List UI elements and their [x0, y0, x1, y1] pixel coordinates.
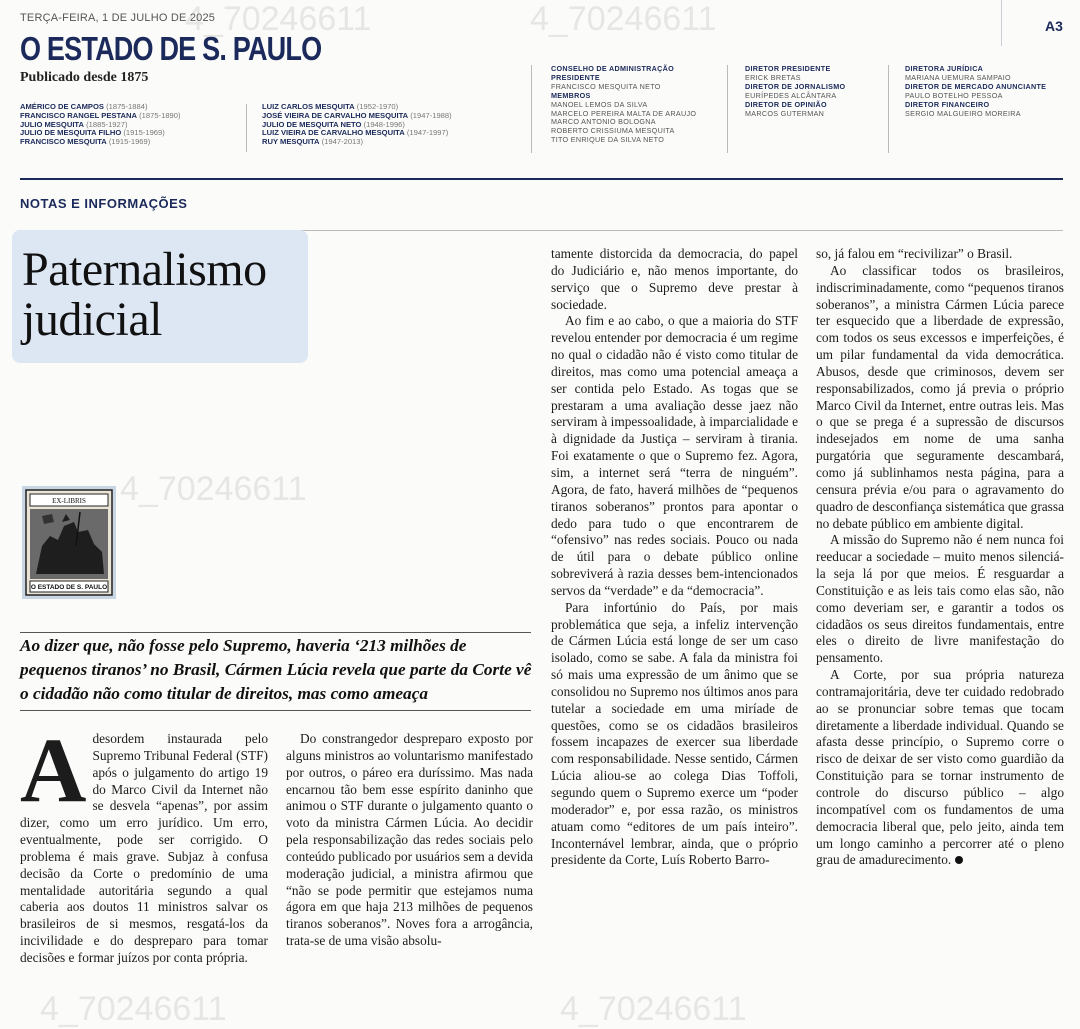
board-column-3 — [905, 65, 1070, 118]
divider — [246, 104, 247, 152]
paragraph — [816, 667, 1064, 869]
divider — [727, 65, 728, 153]
board-member-name: ERICK BRETAS — [745, 72, 801, 82]
ex-libris-illustration — [22, 486, 116, 599]
board-column-1 — [551, 65, 721, 145]
board-member-name: FRANCISCO MESQUITA NETO — [551, 81, 661, 91]
board-role-heading: DIRETOR DE MERCADO ANUNCIANTE — [905, 81, 1047, 91]
board-role-heading: CONSELHO DE ADMINISTRAÇÃO — [551, 64, 675, 73]
article-subhead: Ao dizer que, não fosse pelo Supremo, haveria ‘213 milhões de pequenos tiranos’ no Brasil, Cármen Lúcia revela que parte da Corte vê o cidadão não como titular de direitos, mas como ameaça — [20, 636, 532, 703]
headline-line: Paternalismo — [22, 243, 267, 296]
board-role-heading: DIRETOR PRESIDENTE — [745, 64, 831, 73]
watermark: 4_70246611 — [185, 0, 372, 38]
watermark: 4_70246611 — [560, 990, 747, 1028]
board-column-2 — [745, 65, 885, 118]
founder-item: JULIO DE MESQUITA NETO (1948-1996) — [262, 119, 405, 129]
drop-cap: A — [20, 719, 87, 821]
board-role-heading: MEMBROS — [551, 90, 591, 100]
board-member-name: MARCELO PEREIRA MALTA DE ARAUJO — [551, 108, 697, 118]
board-member-name: MARCO ANTONIO BOLOGNA — [551, 117, 656, 127]
founder-item: JOSÉ VIEIRA DE CARVALHO MESQUITA (1947-1988) — [262, 110, 452, 120]
ex-libris-top-text: EX-LIBRIS — [52, 497, 86, 505]
founder-item: LUIZ VIEIRA DE CARVALHO MESQUITA (1947-1997) — [262, 128, 449, 138]
paragraph: Ao fim e ao cabo, o que a maioria do STF revelou entender por democracia é um regime no qual o cidadão não é visto como titular de direitos, mas como uma potencial ameaça a ser contida pelo Estado. As togas que se prestaram a uma avaliação desse jaez não serviram à impessoalidade, à imparcialidade e à dignidade da Justiça – serviram à tirania. Foi exatamente o que o Supremo fez. Agora, sim, a internet será “terra de ninguém”. Agora, de fato, haverá milhões de “pequenos tiranos soberanos” prontos para apontar o dedo para tudo o que encontrarem de “ofensivo” nas redes sociais. Pouco ou nada de útil para o debate público online sobreviverá à razia desses bem-intencionados servos da “verdade” e da “democracia”. — [551, 313, 798, 598]
board-role-heading: DIRETOR FINANCEIRO — [905, 99, 990, 109]
page-number: A3 — [1045, 18, 1063, 34]
board-role-heading: DIRETOR DE JORNALISMO — [745, 81, 846, 91]
paragraph: so, já falou em “recivilizar” o Brasil. — [816, 246, 1013, 261]
paragraph: tamente distorcida da democracia, do papel do Judiciário e, não menos importante, do serviço que o Supremo deve prestar à sociedade. — [551, 246, 798, 312]
board-role-heading: PRESIDENTE — [551, 72, 600, 82]
board-role-heading: DIRETOR DE OPINIÃO — [745, 99, 827, 109]
page-number-box — [1001, 0, 1080, 46]
paragraph: desordem instaurada pelo Supremo Tribunal Federal (STF) após o julgamento do artigo 19 do Marco Civil da Internet não se desvela “apenas”, por assim dizer, como um erro jurídico. Um erro, eventualmente, pode ser corrigido. O problema é mais grave. Subjaz à confusa decisão da Corte o predomínio de uma mentalidade autoritária segundo a qual caberia aos doutos 11 ministros salvar os brasileiros de si mesmos, resgatá-los da incivilidade e do despreparo para tomar decisões e formar juízos por conta própria. — [20, 731, 268, 965]
article-column-3 — [551, 246, 798, 869]
paragraph: Para infortúnio do País, por mais problemática que seja, a infeliz intervenção de Cármen Lúcia está longe de ser um caso isolado, como se sabe. A fala da ministra foi só mais uma expressão de um ânimo que se consolidou no Supremo nos últimos anos para tutelar a sociedade em uma miríade de questões, como se os cidadãos brasileiros fossem incapazes de exercer sua liberdade com responsabilidade. Nesse sentido, Cármen Lúcia aliou-se ao colega Dias Toffoli, segundo quem o Supremo exerce um “poder moderador” e, por essa razão, os ministros atuam como “editores de um país inteiro”. Inconternável lembrar, ainda, que o próprio presidente da Corte, Luís Roberto Barro- — [551, 599, 798, 868]
paragraph: Do constrangedor despreparo exposto por alguns ministros ao voluntarismo manifestado por outros, o páreo era duríssimo. Mas nada encarnou tão bem esse espírito daninho que animou o STF durante o julgamento quanto o voto da ministra Cármen Lúcia. Ao decidir pela responsabilização das redes sociais pelo conteúdo publicado por usuários sem a devida moderação judicial, a ministra afirmou que “não se pode permitir que estejamos numa ágora em que haja 213 milhões de pequenos tiranos soberanos”. Noves fora a arrogância, trata-se de uma visão absolu- — [286, 731, 533, 949]
board-member-name: SERGIO MALGUEIRO MOREIRA — [905, 108, 1021, 118]
headline-line: judicial — [22, 293, 162, 346]
board-member-name: MANOEL LEMOS DA SILVA — [551, 99, 648, 109]
published-since: Publicado desde 1875 — [20, 70, 149, 85]
founder-item: LUIZ CARLOS MESQUITA (1952-1970) — [262, 102, 399, 111]
newspaper-title: O ESTADO DE S. PAULO — [20, 30, 322, 67]
board-member-name: MARCOS GUTERMAN — [745, 108, 825, 118]
divider — [888, 65, 889, 153]
founder-item: JULIO MESQUITA (1885-1927) — [20, 119, 128, 129]
watermark: 4_70246611 — [530, 0, 717, 38]
paragraph: Ao classificar todos os brasileiros, indiscriminadamente, como “pequenos tiranos soberanos”, a ministra Cármen Lúcia parece ter esquecido que a liberdade de expressão, com todos os seus excessos e imperfeições, é um pilar fundamental da vida democrática. Abusos, desde que criminosos, devem ser responsabilizados, como já previa o próprio Marco Civil da Internet, entre outras leis. Mas o que se prega é a supressão de discursos indesejados em nome de uma sanha purgatória que seguramente descambará, como já sublinhamos nesta página, para a censura prévia e/ou para o agravamento do quadro de desconfiança sistemática que grassa no debate público em ambiente digital. — [816, 262, 1064, 531]
board-member-name: ROBERTO CRISSIUMA MESQUITA — [551, 126, 675, 136]
board-member-name: EURÍPEDES ALCÂNTARA — [745, 90, 837, 100]
founder-item: JULIO DE MESQUITA FILHO (1915-1969) — [20, 128, 165, 138]
founder-item: FRANCISCO MESQUITA (1915-1969) — [20, 137, 151, 147]
subhead-rule — [20, 632, 531, 633]
founder-item: FRANCISCO RANGEL PESTANA (1875-1890) — [20, 110, 181, 120]
subhead-rule — [20, 710, 531, 711]
article-column-2 — [286, 731, 533, 950]
board-role-heading: DIRETORA JURÍDICA — [905, 64, 984, 73]
founders-list-right — [262, 103, 522, 147]
edition-date: TERÇA-FEIRA, 1 DE JULHO DE 2025 — [20, 12, 216, 24]
board-member-name: MARIANA UEMURA SAMPAIO — [905, 72, 1011, 82]
article-headline — [22, 245, 267, 345]
ex-libris-bottom-text: O ESTADO DE S. PAULO — [30, 584, 108, 591]
article-column-1 — [20, 719, 268, 967]
paragraph-text: A Corte, por sua própria natureza contramajoritária, deve ter cuidado redobrado ao se pronunciar sobre temas que tocam diretamente a liberdade individual. Quando se afasta desse princípio, o Supremo corre o risco de deixar de ser visto como guardião da Constituição para se tornar instrumento de controle do discurso público – algo incompatível com os fundamentos de uma democracia liberal que, pelo jeito, ainda tem um longo caminho a percorrer até o pleno grau de amadurecimento. — [816, 667, 1064, 868]
end-mark-icon — [955, 856, 963, 864]
founders-list-left — [20, 103, 240, 147]
section-title: NOTAS E INFORMAÇÕES — [20, 196, 188, 211]
watermark: 4_70246611 — [40, 990, 227, 1028]
watermark: 4_70246611 — [120, 470, 307, 508]
article-column-4 — [816, 246, 1064, 869]
board-member-name: TITO ENRIQUE DA SILVA NETO — [551, 135, 665, 145]
top-rule — [20, 178, 1063, 180]
paragraph: A missão do Supremo não é nem nunca foi reeducar a sociedade – muito menos silenciá-la seja lá por que meios. É resguardar a Constituição e as leis tais como elas são, não como deveriam ser, e garantir a todos os cidadãos os seus direitos fundamentais, entre eles o direito de livre manifestação do pensamento. — [816, 532, 1064, 666]
board-member-name: PAULO BOTELHO PESSOA — [905, 90, 1003, 100]
founder-item: RUY MESQUITA (1947-2013) — [262, 137, 364, 147]
founder-item: AMÉRICO DE CAMPOS (1875-1884) — [20, 102, 148, 111]
divider — [531, 65, 532, 153]
